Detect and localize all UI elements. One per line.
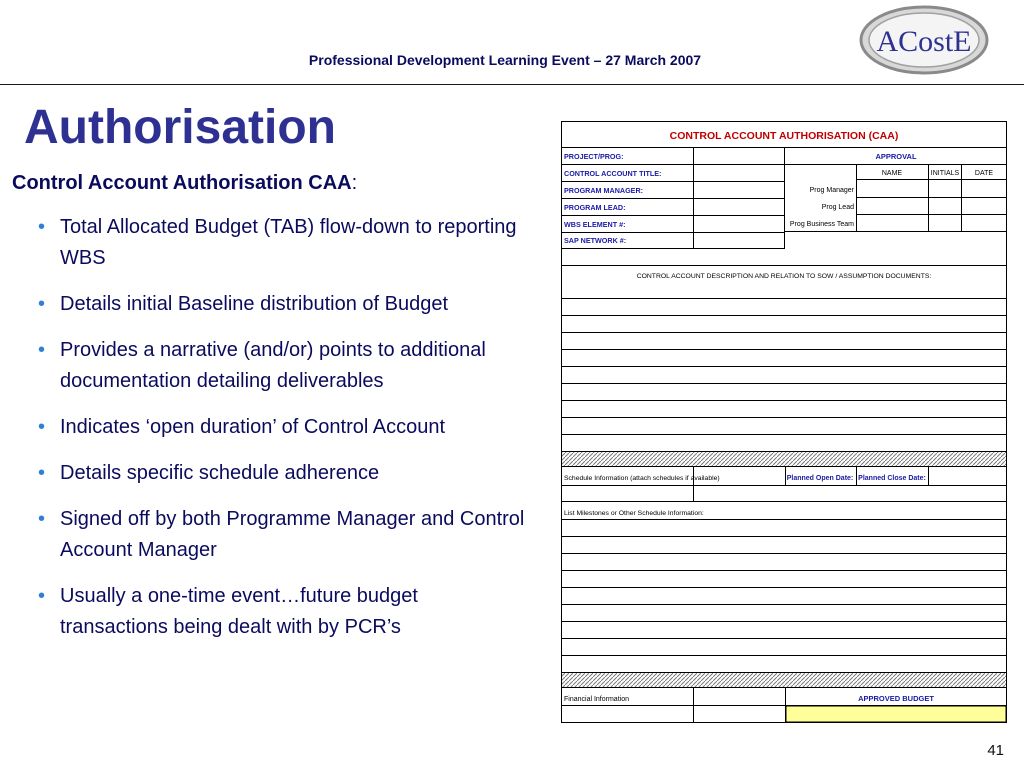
- header-divider: [0, 84, 1024, 85]
- approval-role: Prog Business Team: [789, 221, 854, 228]
- bullet-dot-icon: •: [38, 216, 46, 238]
- bullet-item: • Usually a one-time event…future budget transactions being dealt with by PCR’s: [36, 581, 526, 643]
- subtitle-suffix: :: [351, 172, 358, 194]
- planned-open-label: Planned Open Date:: [786, 475, 854, 482]
- caa-form: [561, 121, 1007, 723]
- acoste-logo: [858, 4, 990, 76]
- header-title: Professional Development Learning Event – 27 March 2007: [308, 52, 702, 68]
- description-header: CONTROL ACCOUNT DESCRIPTION AND RELATION TO SOW / ASSUMPTION DOCUMENTS:: [636, 273, 932, 280]
- bullet-list: [36, 212, 526, 658]
- logo-text: ACostE: [876, 25, 972, 58]
- hatched-divider: [562, 452, 1006, 466]
- approval-role: Prog Lead: [821, 204, 854, 211]
- field-label: SAP NETWORK #:: [564, 236, 627, 245]
- slide-title: Authorisation: [24, 101, 336, 154]
- page-number: 41: [987, 742, 1004, 759]
- approval-role: Prog Manager: [809, 187, 854, 194]
- field-label: PROGRAM LEAD:: [564, 203, 626, 212]
- planned-close-label: Planned Close Date:: [858, 475, 926, 482]
- approved-budget-cell: [786, 706, 1006, 722]
- field-label: PROJECT/PROG:: [564, 152, 624, 161]
- bullet-item: • Provides a narrative (and/or) points to additional documentation detailing deliverables: [36, 335, 526, 397]
- field-label: CONTROL ACCOUNT TITLE:: [564, 169, 662, 178]
- bullet-dot-icon: •: [38, 293, 46, 315]
- section-subtitle: [12, 172, 357, 195]
- bullet-dot-icon: •: [38, 339, 46, 361]
- bullet-item: • Total Allocated Budget (TAB) flow-down to reporting WBS: [36, 212, 526, 274]
- bullet-item: • Details initial Baseline distribution of Budget: [36, 289, 526, 320]
- approval-col: INITIALS: [930, 170, 960, 177]
- form-title: CONTROL ACCOUNT AUTHORISATION (CAA): [669, 130, 899, 142]
- approval-col: NAME: [881, 170, 903, 177]
- financial-info-label: Financial Information: [564, 696, 629, 703]
- bullet-item: • Signed off by both Programme Manager and Control Account Manager: [36, 504, 526, 566]
- approval-col: DATE: [974, 170, 994, 177]
- subtitle-bold: Control Account Authorisation CAA: [12, 172, 352, 194]
- milestones-label: List Milestones or Other Schedule Information:: [564, 510, 704, 517]
- bullet-dot-icon: •: [38, 462, 46, 484]
- bullet-item: • Indicates ‘open duration’ of Control Account: [36, 412, 526, 443]
- hatched-divider: [562, 673, 1006, 687]
- bullet-dot-icon: •: [38, 585, 46, 607]
- field-label: WBS ELEMENT #:: [564, 220, 626, 229]
- field-label: PROGRAM MANAGER:: [564, 186, 644, 195]
- bullet-dot-icon: •: [38, 508, 46, 530]
- bullet-item: • Details specific schedule adherence: [36, 458, 526, 489]
- bullet-dot-icon: •: [38, 416, 46, 438]
- approved-budget-heading: APPROVED BUDGET: [858, 694, 934, 703]
- approval-heading: APPROVAL: [875, 152, 917, 161]
- schedule-info-label: Schedule Information (attach schedules if available): [564, 475, 720, 482]
